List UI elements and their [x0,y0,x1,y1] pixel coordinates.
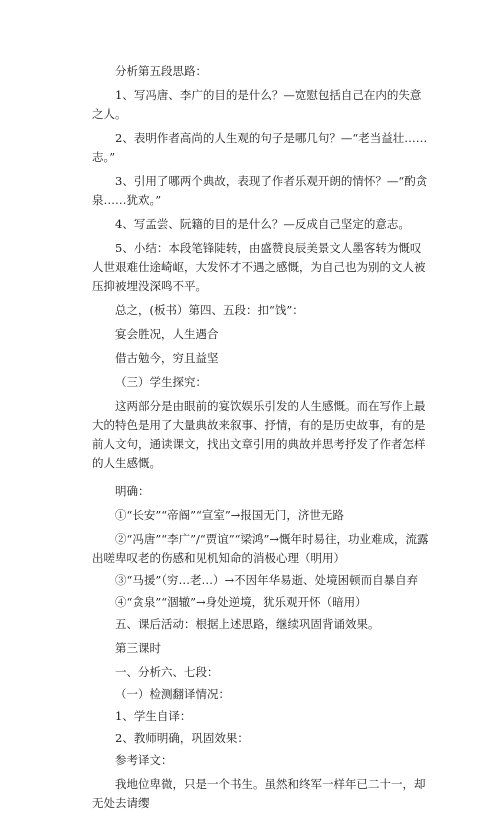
reference-translation-label: 参考译文： [115,753,173,767]
allusion-3: ③“马援”（穷…老…）→不因年华易逝、处境困顿而自暴自弃 [115,573,419,587]
analyze-para-6-7: 一、分析六、七段： [115,665,219,679]
allusion-4: ④“贪泉”“涸辙”→身处逆境，犹乐观开怀（暗用） [115,595,367,609]
inquiry-paragraph: 这两部分是由眼前的宴饮娱乐引发的人生感慨。而在写作上最大的特色是用了大量典故来叙事、抒情，有的是历史故事，有的是前人文句，通读课文，找出文章引用的典故并思考抒发了作者怎样的人生感慨。 [92,399,426,470]
question-2: 2、表明作者高尚的人生观的句子是哪几句？—“老当益壮……志。” [92,131,428,164]
board-line-2: 借古勉今，穷且益坚 [115,351,219,365]
third-lesson-heading: 第三课时 [115,641,161,655]
heading-analysis-para5: 分析第五段思路： [115,64,207,78]
check-translation: （一）检测翻译情况： [115,687,230,701]
question-3: 3、引用了哪两个典故，表现了作者乐观开朗的情怀？—“酌贪泉……犹欢。” [92,174,428,207]
board-line-1: 宴会胜况，人生遇合 [115,327,219,341]
after-class-activity: 五、课后活动：根据上述思路，继续巩固背诵效果。 [115,617,380,631]
translation-text: 我地位卑微，只是一个书生。虽然和终军一样年已二十一，却无处去请缨 [92,777,426,810]
clarify-label: 明确： [115,484,150,498]
allusion-2: ②“冯唐”“李广”/“贾谊”“梁鸿”→慨年时易往，功业难成，流露出嗟卑叹老的伤感和见机知命的消极心理（明用） [92,532,429,565]
student-self-translate: 1、学生自译： [115,709,192,723]
question-4: 4、写孟尝、阮籍的目的是什么？—反成自己坚定的意志。 [115,217,410,231]
allusion-1: ①“长安”“帝阍”“宣室”→报国无门，济世无路 [115,508,344,522]
teacher-clarify: 2、教师明确，巩固效果： [115,731,249,745]
board-summary: 总之，(板书）第四、五段：扣“饯”： [115,303,304,317]
document-page [92,62,430,813]
summary-5: 5、小结：本段笔锋陡转，由盛赞良辰美景文人墨客转为慨叹人世艰难仕途崎岖，大发怀才不遇之感慨，为自己也为别的文人被压抑被埋没深鸣不平。 [92,241,426,293]
section-student-inquiry: （三）学生探究： [115,375,207,389]
question-1: 1、写冯唐、李广的目的是什么？—宽慰包括自己在内的失意之人。 [92,88,422,121]
